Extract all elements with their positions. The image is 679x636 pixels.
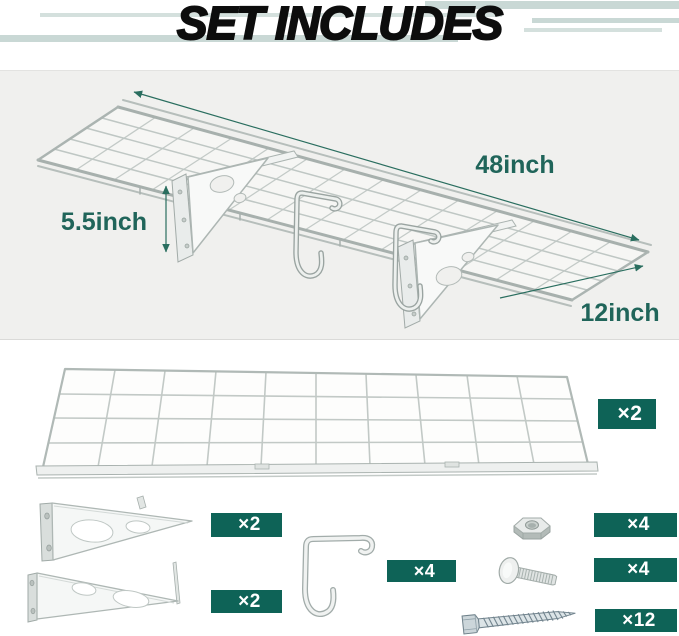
hex-nut-illustration [514, 518, 550, 539]
width-dimension-label: 48inch [475, 151, 555, 179]
bolt-illustration [497, 556, 559, 593]
hardware-illustration [0, 490, 679, 636]
height-dimension-label: 5.5inch [60, 208, 148, 236]
depth-dimension-label: 12inch [580, 299, 660, 327]
assembled-shelf-illustration [0, 70, 679, 341]
bracket-b-illustration [28, 562, 180, 622]
qty-badge-nut: ×4 [594, 513, 677, 537]
wire-deck-illustration [0, 360, 679, 490]
qty-badge-bracket-a: ×2 [211, 513, 282, 537]
qty-badge-bolt: ×4 [594, 558, 677, 582]
qty-badge-hook: ×4 [387, 560, 456, 582]
included-parts-list [0, 340, 679, 636]
screw-illustration [462, 604, 576, 634]
bracket-a-illustration [40, 496, 192, 561]
shelf-grid [38, 100, 651, 306]
page-title: SET INCLUDES [176, 0, 503, 49]
j-hook-illustration [305, 538, 372, 614]
shelf-overview-panel [0, 70, 679, 340]
qty-badge-screw: ×12 [595, 609, 677, 632]
qty-badge-deck: ×2 [598, 399, 656, 429]
qty-badge-bracket-b: ×2 [211, 590, 282, 613]
